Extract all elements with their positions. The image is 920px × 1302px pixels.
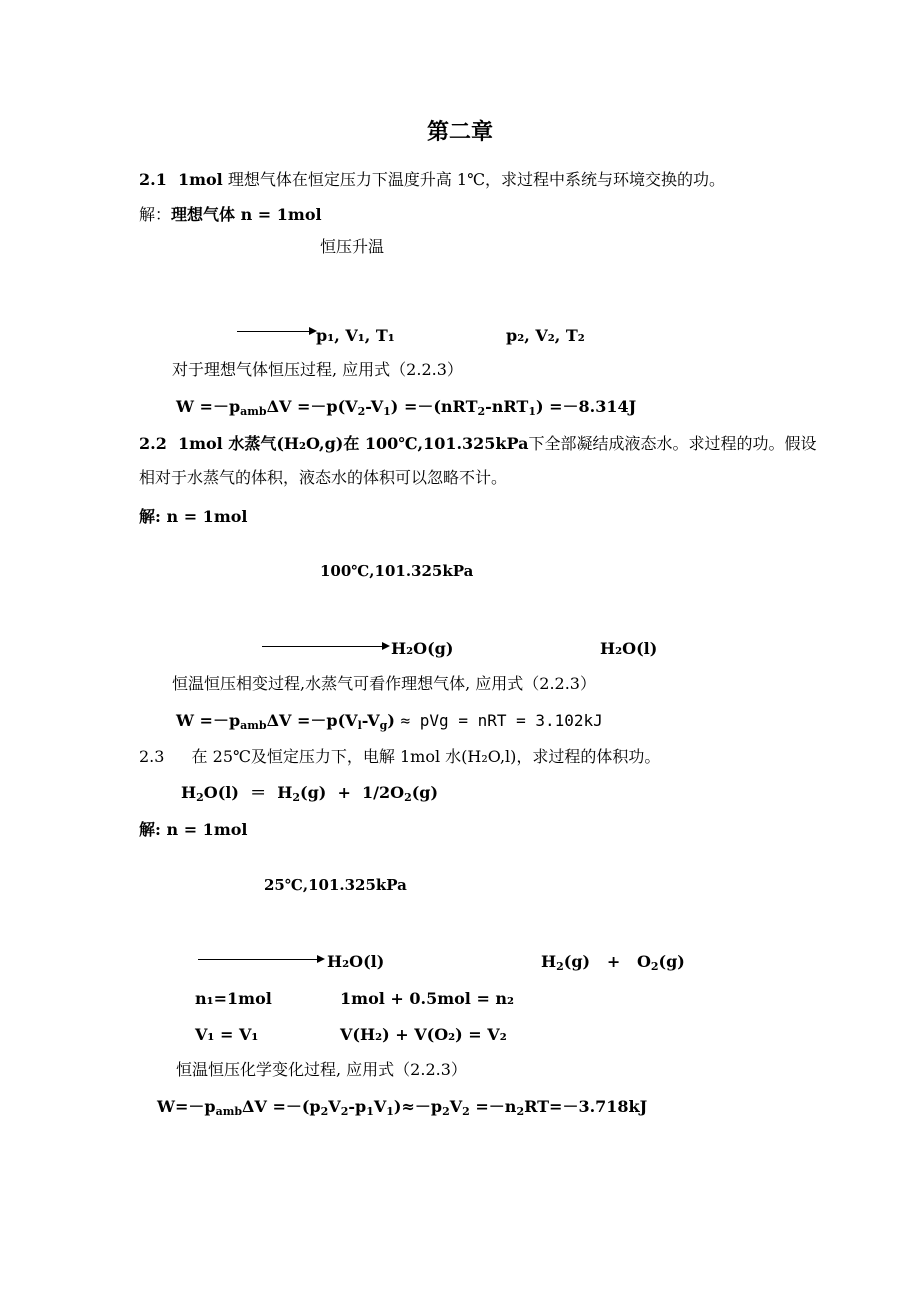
question-text: 下全部凝结成液态水。求过程的功。假设 bbox=[528, 434, 817, 453]
final-state: $H_2(g) + O_2(g)$ bbox=[541, 952, 685, 973]
final-state: p₂, V₂, T₂ bbox=[506, 326, 585, 345]
problem-2-2-question-line2: 相对于水蒸气的体积，液态水的体积可以忽略不计。 bbox=[139, 468, 508, 487]
volume-final: V(H₂) + V(O₂) = V₂ bbox=[340, 1025, 507, 1044]
initial-state: H₂O(g) bbox=[391, 639, 454, 658]
solution-text: n = 1mol bbox=[166, 820, 248, 839]
process-arrow bbox=[198, 959, 318, 960]
solution-text: 理想气体 n = 1mol bbox=[171, 205, 322, 224]
moles-initial: n₁=1mol bbox=[195, 989, 272, 1008]
question-text: 理想气体在恒定压力下温度升高 1℃，求过程中系统与环境交换的功。 bbox=[227, 170, 726, 189]
process-condition: 100℃,101.325kPa bbox=[320, 562, 474, 580]
solution-label: 解: bbox=[139, 507, 161, 526]
problem-2-1-solution bbox=[139, 205, 322, 225]
process-arrow bbox=[237, 331, 310, 332]
problem-2-3-solution bbox=[139, 820, 248, 840]
question-amount: 1mol bbox=[177, 170, 223, 189]
work-equation: $W =-p_{amb}\Delta V =-p(V_l-V_g)$ ≈ pVg = nRT = 3.102kJ bbox=[176, 711, 603, 732]
moles-final: 1mol + 0.5mol = n₂ bbox=[340, 989, 515, 1008]
reaction-equation: $H_2O(l) = H_2(g) + 1/2O_2(g)$ bbox=[181, 783, 439, 804]
problem-number: 2.3 bbox=[139, 747, 165, 766]
problem-2-2-solution bbox=[139, 507, 248, 527]
process-arrow bbox=[262, 646, 383, 647]
formula-note: 恒温恒压化学变化过程, 应用式（2.2.3） bbox=[176, 1060, 467, 1079]
formula-note: 恒温恒压相变过程,水蒸气可看作理想气体, 应用式（2.2.3） bbox=[172, 674, 596, 693]
initial-state: p₁, V₁, T₁ bbox=[316, 326, 395, 345]
problem-2-2-question-line1 bbox=[139, 434, 817, 454]
work-equation: $W=-p_{amb}\Delta V =-(p_2V_2-p_1V_1)\approx-p_2V_2 =-n_2RT=-3.718kJ$ bbox=[157, 1097, 648, 1118]
solution-label: 解： bbox=[139, 205, 172, 224]
formula-note: 对于理想气体恒压过程, 应用式（2.2.3） bbox=[172, 360, 463, 379]
process-condition: 恒压升温 bbox=[320, 237, 385, 256]
problem-number: 2.2 bbox=[139, 434, 167, 453]
initial-state: H₂O(l) bbox=[327, 952, 385, 971]
solution-label: 解: bbox=[139, 820, 161, 839]
problem-2-1-question bbox=[139, 170, 725, 190]
question-subject: 1mol 水蒸气(H₂O,g)在 100℃,101.325kPa bbox=[177, 434, 529, 453]
problem-number: 2.1 bbox=[139, 170, 167, 189]
process-condition: 25℃,101.325kPa bbox=[264, 876, 407, 894]
work-equation: $W =-p_{amb}\Delta V =-p(V_2-V_1) =-(nRT_2-nRT_1) =-8.314J$ bbox=[176, 397, 637, 418]
question-text: 在 25℃及恒定压力下，电解 1mol 水(H₂O,l)，求过程的体积功。 bbox=[191, 747, 661, 766]
volume-initial: V₁ = V₁ bbox=[195, 1025, 259, 1044]
page-title: 第二章 bbox=[426, 119, 493, 145]
solution-text: n = 1mol bbox=[166, 507, 248, 526]
problem-2-3-question bbox=[139, 747, 660, 767]
final-state: H₂O(l) bbox=[600, 639, 658, 658]
